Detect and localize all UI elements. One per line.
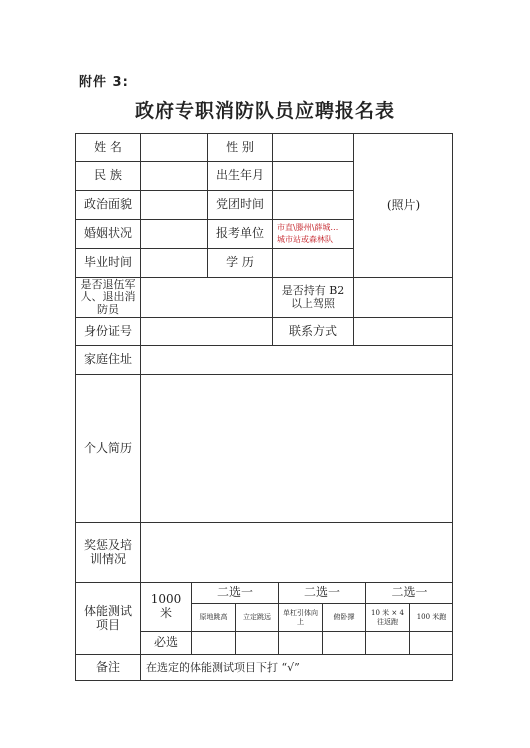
- check-long-jump[interactable]: [236, 632, 279, 655]
- graduation-label: 毕业时间: [76, 249, 141, 278]
- ethnicity-label: 民 族: [76, 162, 141, 191]
- application-form: [75, 133, 453, 681]
- check-pull-up[interactable]: [279, 632, 323, 655]
- run-1000m-label: 1000 米: [141, 583, 192, 632]
- fitness-item-long-jump: 立定跳远: [236, 604, 279, 632]
- ethnicity-field[interactable]: [141, 162, 208, 191]
- choose-one-group-3: 二选一: [366, 583, 453, 604]
- apply-unit-line2: 城市站或森林队: [277, 235, 333, 244]
- apply-unit-line1: 市直\滕州\薛城…: [277, 223, 339, 232]
- fitness-item-100m: 100 米跑: [410, 604, 453, 632]
- marriage-field[interactable]: [141, 220, 208, 249]
- gender-label: 性 别: [208, 134, 273, 162]
- name-field[interactable]: [141, 134, 208, 162]
- b2-license-label: 是否持有 B2 以上驾照: [273, 278, 354, 318]
- resume-field[interactable]: [141, 375, 453, 523]
- choose-one-group-1: 二选一: [192, 583, 279, 604]
- birth-field[interactable]: [273, 162, 354, 191]
- awards-label: 奖惩及培训情况: [76, 523, 141, 583]
- resume-label: 个人简历: [76, 375, 141, 523]
- fitness-item-high-jump: 原地跳高: [192, 604, 236, 632]
- fitness-label: 体能测试项目: [76, 583, 141, 655]
- contact-field[interactable]: [354, 318, 453, 346]
- remark-text: 在选定的体能测试项目下打 “√”: [146, 660, 300, 674]
- party-time-field[interactable]: [273, 191, 354, 220]
- attachment-label: 附件 3:: [79, 75, 129, 90]
- check-push-up[interactable]: [323, 632, 366, 655]
- choose-one-group-2: 二选一: [279, 583, 366, 604]
- marriage-label: 婚姻状况: [76, 220, 141, 249]
- b2-license-field[interactable]: [354, 278, 453, 318]
- veteran-label: 是否退伍军人、退出消防员: [76, 278, 141, 318]
- awards-field[interactable]: [141, 523, 453, 583]
- address-label: 家庭住址: [76, 346, 141, 375]
- education-label: 学 历: [208, 249, 273, 278]
- fitness-item-shuttle-run: 10 米 × 4 往返跑: [366, 604, 410, 632]
- id-number-field[interactable]: [141, 318, 273, 346]
- remark-label: 备注: [76, 655, 141, 681]
- required-label: 必选: [141, 632, 192, 655]
- veteran-field[interactable]: [141, 278, 273, 318]
- fitness-item-push-up: 俯卧撑: [323, 604, 366, 632]
- check-100m[interactable]: [410, 632, 453, 655]
- photo-label: (照片): [386, 197, 421, 212]
- name-label: 姓 名: [76, 134, 141, 162]
- politics-label: 政治面貌: [76, 191, 141, 220]
- politics-field[interactable]: [141, 191, 208, 220]
- apply-unit-label: 报考单位: [208, 220, 273, 249]
- id-number-label: 身份证号: [76, 318, 141, 346]
- birth-label: 出生年月: [208, 162, 273, 191]
- fitness-item-pull-up: 单杠引体向上: [279, 604, 323, 632]
- contact-label: 联系方式: [273, 318, 354, 346]
- address-field[interactable]: [141, 346, 453, 375]
- check-shuttle-run[interactable]: [366, 632, 410, 655]
- check-high-jump[interactable]: [192, 632, 236, 655]
- party-time-label: 党团时间: [208, 191, 273, 220]
- graduation-field[interactable]: [141, 249, 208, 278]
- gender-field[interactable]: [273, 134, 354, 162]
- education-field[interactable]: [273, 249, 354, 278]
- apply-unit-field[interactable]: [273, 220, 354, 249]
- form-title: 政府专职消防队员应聘报名表: [134, 100, 395, 122]
- photo-box[interactable]: [354, 134, 453, 278]
